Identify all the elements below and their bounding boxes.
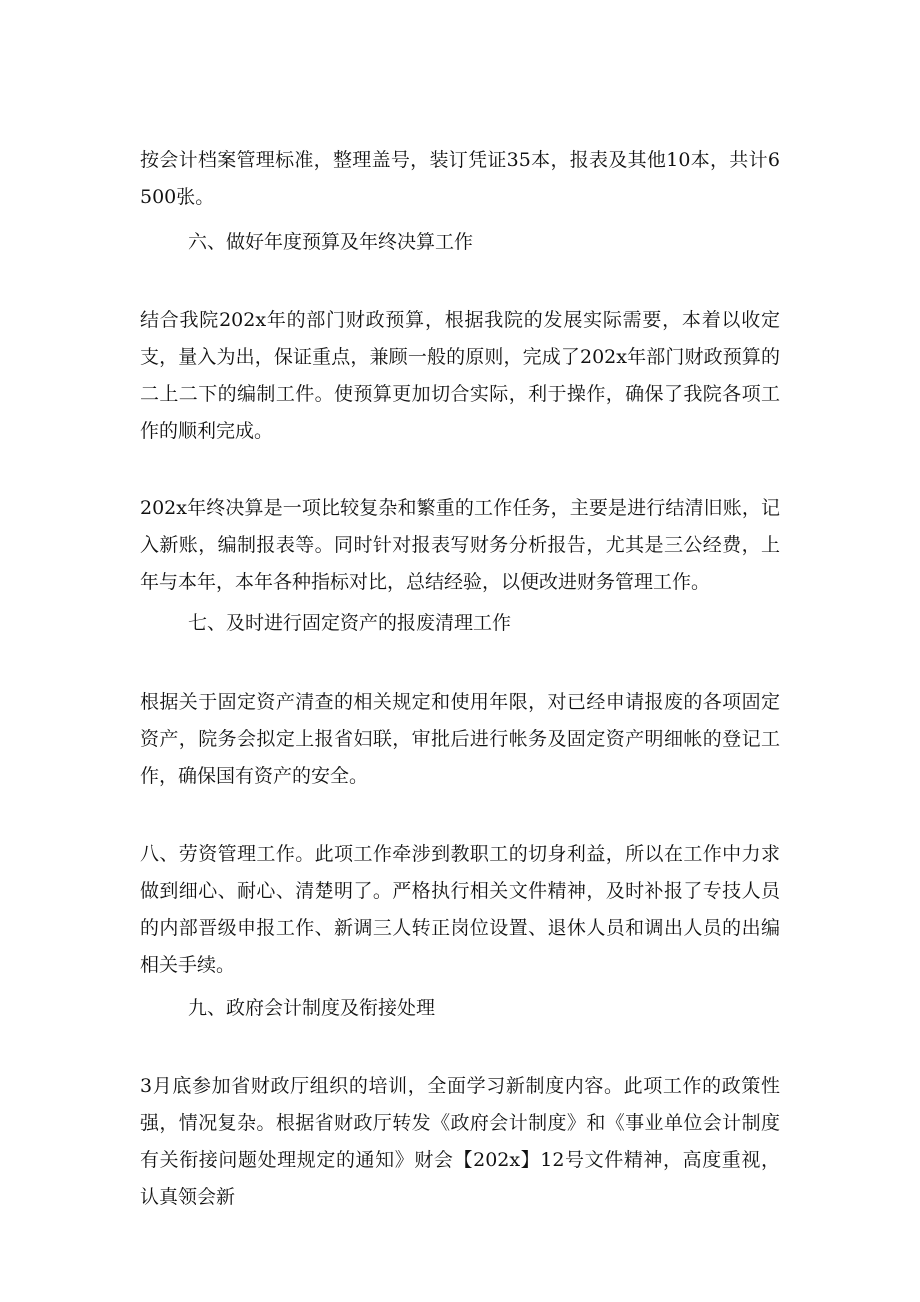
paragraph-final-accounts: 202x年终决算是一项比较复杂和繁重的工作任务，主要是进行结清旧账，记入新账，编制报表等。同时针对报表写财务分析报告，尤其是三公经费，上年与本年，本年各种指标对比，总结经验，以便改进财务管理工作。: [140, 497, 780, 593]
paragraph-gov-accounting: 3月底参加省财政厅组织的培训，全面学习新制度内容。此项工作的政策性强，情况复杂。根据省财政厅转发《政府会计制度》和《事业单位会计制度有关衔接问题处理规定的通知》财会【202x】12号文件精神，高度重视，认真领会新: [140, 1075, 780, 1208]
paragraph-archive: 按会计档案管理标准，整理盖号，装订凭证35本，报表及其他10本，共计6500张。: [140, 149, 780, 208]
paragraph-labor-management: 八、劳资管理工作。此项工作牵涉到教职工的切身利益，所以在工作中力求做到细心、耐心、清楚明了。严格执行相关文件精神，及时补报了专技人员的内部晋级申报工作、新调三人转正岗位设置、退休人员和调出人员的出编相关手续。: [140, 843, 780, 976]
heading-section-6: 六、做好年度预算及年终决算工作: [188, 231, 474, 253]
paragraph-budget: 结合我院202x年的部门财政预算，根据我院的发展实际需要，本着以收定支，量入为出，保证重点，兼顾一般的原则，完成了202x年部门财政预算的二上二下的编制工件。使预算更加切合实际，利于操作，确保了我院各项工作的顺利完成。: [140, 309, 780, 442]
paragraph-fixed-assets: 根据关于固定资产清查的相关规定和使用年限，对已经申请报废的各项固定资产，院务会拟定上报省妇联，审批后进行帐务及固定资产明细帐的登记工作，确保国有资产的安全。: [140, 691, 780, 787]
heading-section-7: 七、及时进行固定资产的报废清理工作: [188, 612, 512, 634]
heading-section-9: 九、政府会计制度及衔接处理: [188, 997, 436, 1019]
